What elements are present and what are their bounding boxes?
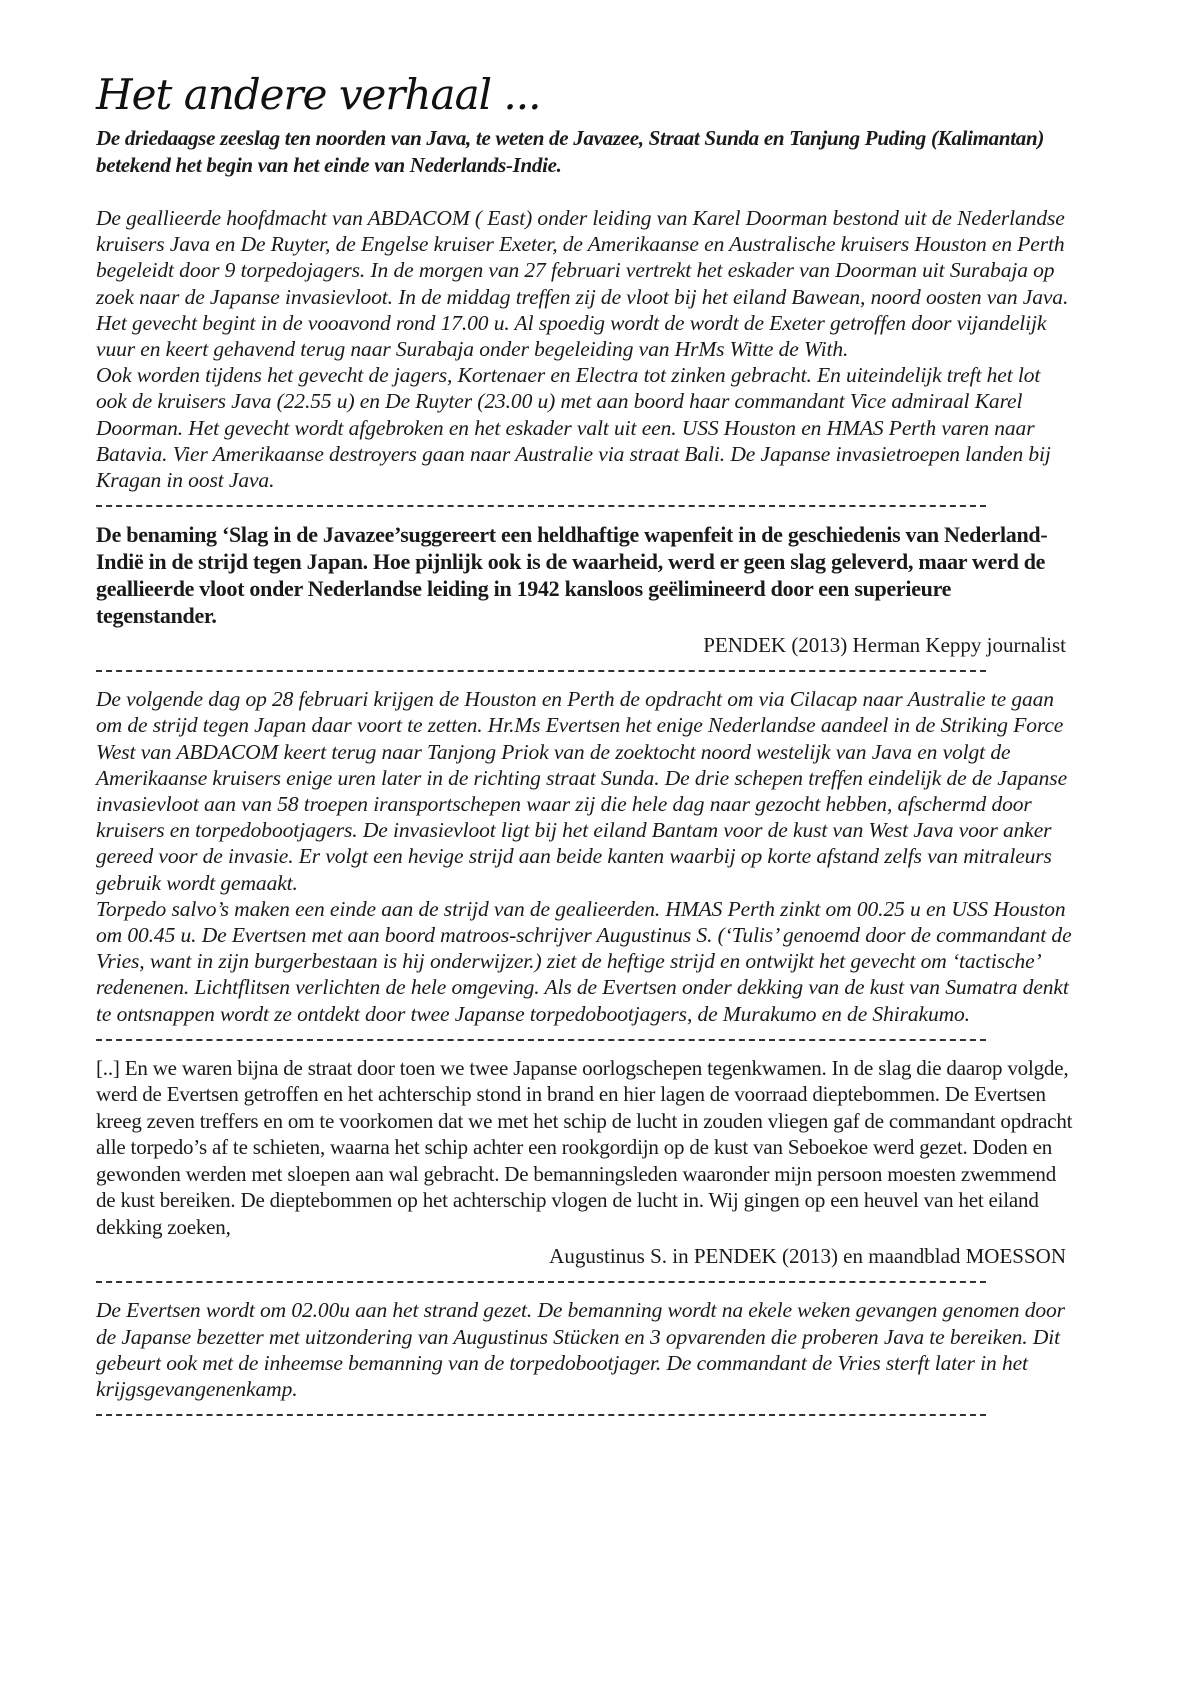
section-3-paragraph-1: De Evertsen wordt om 02.00u aan het strand gezet. De bemanning wordt na ekele weken gevangen genomen door de Japanse bezetter met uitzondering van Augustinus Stücken en 3 opvarenden die proberen Java te bereiken. Dit gebeurt ook met de inheemse bemanning van de torpedobootjager. De commandant de Vries sterft later in het krijgsgevangenenkamp. [96,1298,1065,1401]
section-1-paragraph-2: Ook worden tijdens het gevecht de jagers, Kortenaer en Electra tot zinken gebracht. En uiteindelijk treft het lot ook de kruisers Java (22.55 u) en De Ruyter (23.00 u) met aan boord haar commandant Vice admiraal Karel Doorman. Het gevecht wordt afgebroken en het eskader valt uit een. USS Houston en HMAS Perth varen naar Batavia. Vier Amerikaanse destroyers gaan naar Australie via straat Bali. De Japanse invasietroepen landen bij Kragan in oost Java. [96,363,1051,493]
dashed-divider [96,505,986,507]
quote-2-attribution: Augustinus S. in PENDEK (2013) en maandblad MOESSON [549,1244,1066,1269]
dashed-divider [96,670,986,672]
quote-1 [96,521,1076,658]
document-page [96,70,1076,1430]
quote-1-text: De benaming ‘Slag in de Javazee’suggereert een heldhaftige wapenfeit in de geschiedenis van Nederland-Indië in de strijd tegen Japan. Hoe pijnlijk ook is de waarheid, werd er geen slag geleverd, maar werd de geallieerde vloot onder Nederlandse leiding in 1942 kansloos geëlimineerd door een superieure tegenstander. [96,522,1048,629]
section-1-paragraph-1: De geallieerde hoofdmacht van ABDACOM ( East) onder leiding van Karel Doorman bestond uit de Nederlandse kruisers Java en De Ruyter, de Engelse kruiser Exeter, de Amerikaanse en Australische kruisers Houston en Perth begeleidt door 9 torpedojagers. In de morgen van 27 februari vertrekt het eskader van Doorman uit Surabaja op zoek naar de Japanse invasievloot. In de middag treffen zij de vloot bij het eiland Bawean, noord oosten van Java. Het gevecht begint in de vooavond rond 17.00 u. Al spoedig wordt de wordt de Exeter getroffen door vijandelijk vuur en keert gehavend terug naar Surabaja onder begeleiding van HrMs Witte de With. [96,206,1069,362]
quote-1-attribution: PENDEK (2013) Herman Keppy journalist [703,633,1066,658]
section-2-paragraph-2: Torpedo salvo’s maken een einde aan de strijd van de gealieerden. HMAS Perth zinkt om 00.25 u en USS Houston om 00.45 u. De Evertsen met aan boord matroos-schrijver Augustinus S. (‘Tulis’ genoemd door de commandant de Vries, want in zijn burgerbestaan is hij onderwijzer.) ziet de heftige strijd en ontwijkt het gevecht om ‘tactische’ redenenen. Lichtflitsen verlichten de hele omgeving. Als de Evertsen onder dekking van de kust van Sumatra denkt te ontsnappen wordt ze ontdekt door twee Japanse torpedobootjagers, de Murakumo en de Shirakumo. [96,896,1072,1026]
dashed-divider [96,1281,986,1283]
dashed-divider [96,1039,986,1041]
section-2 [96,686,1076,1027]
section-1 [96,205,1076,493]
lead-paragraph: De driedaagse zeeslag ten noorden van Java, te weten de Javazee, Straat Sunda en Tanjung Puding (Kalimantan) betekend het begin van het einde van Nederlands-Indie. [96,126,1045,177]
page-title: Het andere verhaal ... [96,70,541,119]
section-2-paragraph-1: De volgende dag op 28 februari krijgen de Houston en Perth de opdracht om via Cilacap naar Australie te gaan om de strijd tegen Japan daar voort te zetten. Hr.Ms Evertsen het enige Nederlandse aandeel in de Striking Force West van ABDACOM keert terug naar Tanjong Priok van de zoektocht noord westelijk van Java en volgt de Amerikaanse kruisers enige uren later in de richting straat Sunda. De drie schepen treffen eindelijk de de Japanse invasievloot aan van 58 troepen iransportschepen waar zij die hele dag naar gezocht hebben, afschermd door kruisers en torpedobootjagers. De invasievloot ligt bij het eiland Bantam voor de kust van West Java voor anker gereed voor de invasie. Er volgt een hevige strijd aan beide kanten waarbij op korte afstand zelfs van mitraleurs gebruik wordt gemaakt. [96,687,1068,895]
section-3 [96,1297,1076,1402]
quote-2-text: [..] En we waren bijna de straat door toen we twee Japanse oorlogschepen tegenkwamen. In de slag die daarop volgde, werd de Evertsen getroffen en het achterschip stond in brand en hier lagen de voorraad dieptebommen. De Evertsen kreeg zeven treffers en om te voorkomen dat we met het schip de lucht in zouden vliegen gaf de commandant opdracht alle torpedo’s af te schieten, waarna het schip achter een rookgordijn op de kust van Seboekoe werd gezet. Doden en gewonden werden met sloepen aan wal gebracht. De bemanningsleden waaronder mijn persoon moesten zwemmend de kust bereiken. De dieptebommen op het achterschip vlogen de lucht in. Wij gingen op een heuvel van het eiland dekking zoeken, [96,1055,1073,1239]
dashed-divider [96,1414,986,1416]
quote-2 [96,1055,1076,1270]
